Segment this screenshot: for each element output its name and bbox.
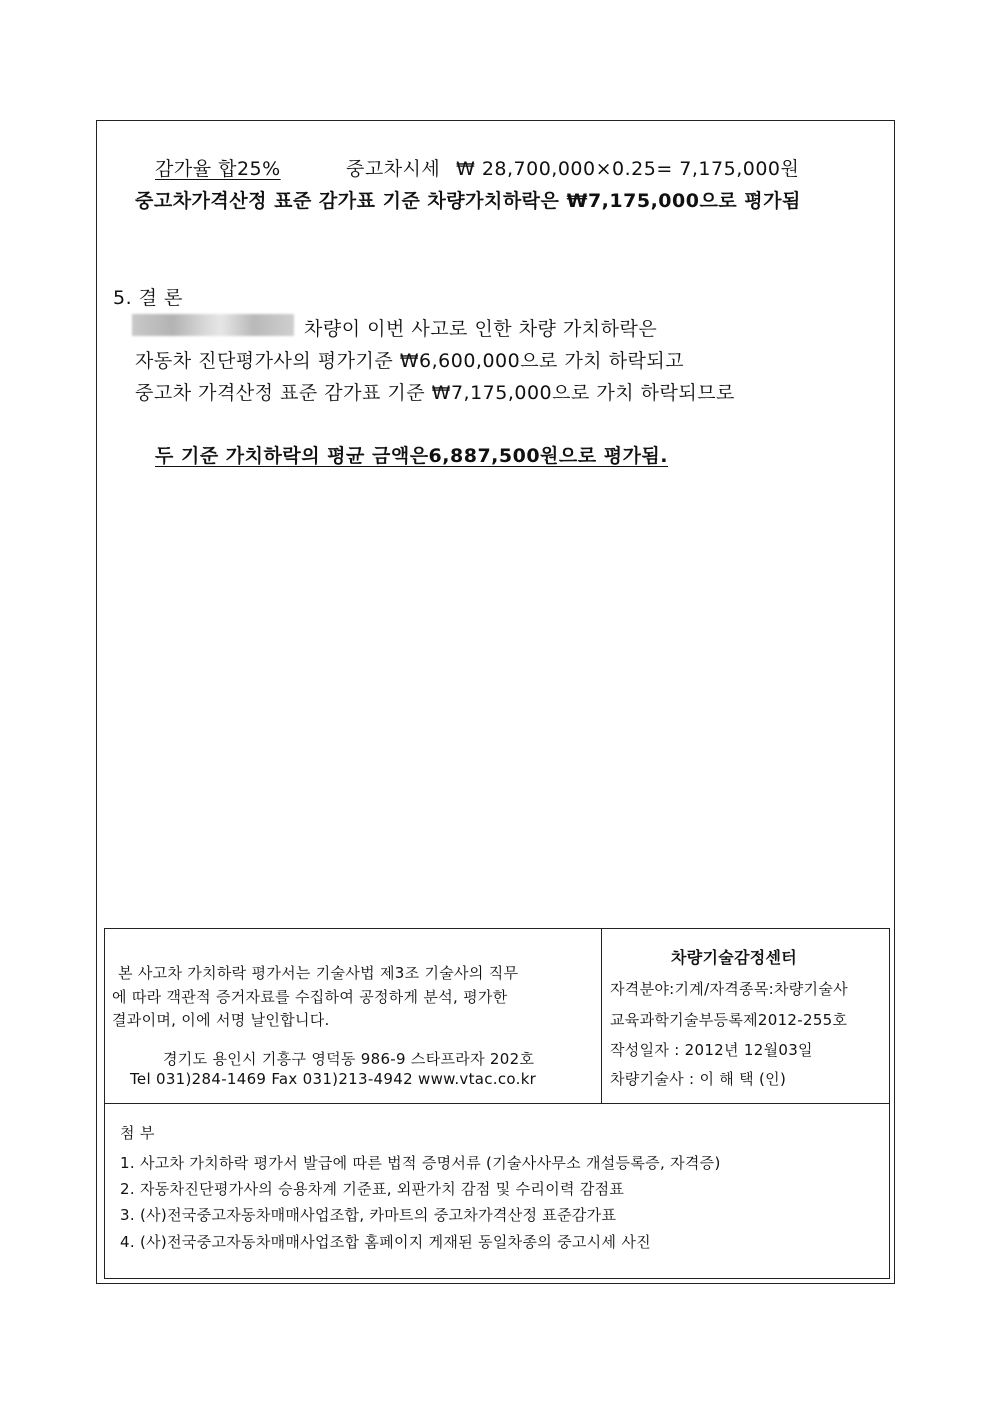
conclusion-line-2: 자동차 진단평가사의 평가기준 ₩6,600,000으로 가치 하락되고	[135, 350, 685, 372]
attachment-item: 3. (사)전국중고자동차매매사업조합, 카마트의 중고차가격산정 표준감가표	[120, 1206, 617, 1224]
depreciation-formula: ₩ 28,700,000×0.25= 7,175,000원	[456, 158, 800, 180]
office-contact: Tel 031)284-1469 Fax 031)213-4942 www.vtac.co.kr	[130, 1070, 537, 1088]
depreciation-rate: 감가율 합25%	[155, 158, 281, 180]
attachment-item: 2. 자동차진단평가사의 승용차계 기준표, 외판가치 감점 및 수리이력 감점표	[120, 1180, 625, 1198]
conclusion-heading: 5. 결 론	[113, 287, 183, 309]
conclusion-result: 두 기준 가치하락의 평균 금액은6,887,500원으로 평가됨.	[155, 445, 668, 467]
attachment-item: 4. (사)전국중고자동차매매사업조합 홈페이지 게재된 동일차종의 중고시세 사진	[120, 1233, 651, 1251]
office-address: 경기도 용인시 기흥구 영덕동 986-9 스타프라자 202호	[163, 1050, 535, 1068]
conclusion-line-3: 중고차 가격산정 표준 감가표 기준 ₩7,175,000으로 가치 하락되므로	[135, 382, 735, 404]
redacted-vehicle-name	[132, 314, 294, 336]
statement-line-1: 본 사고차 가치하락 평가서는 기술사법 제3조 기술사의 직무	[118, 964, 519, 982]
attachments-heading: 첨 부	[120, 1124, 155, 1142]
conclusion-line-1: 차량이 이번 사고로 인한 차량 가치하락은	[304, 318, 658, 340]
statement-divider	[601, 928, 602, 1104]
registration-number: 교육과학기술부등록제2012-255호	[610, 1011, 848, 1029]
attachment-item: 1. 사고차 가치하락 평가서 발급에 따른 법적 증명서류 (기술사사무소 개설등록증, 자격증)	[120, 1154, 721, 1172]
center-name: 차량기술감정센터	[671, 948, 798, 967]
issue-date: 작성일자 : 2012년 12월03일	[610, 1041, 813, 1059]
statement-line-2: 에 따라 객관적 증거자료를 수집하여 공정하게 분석, 평가한	[112, 988, 508, 1006]
statement-line-3: 결과이며, 이에 서명 날인합니다.	[112, 1011, 330, 1029]
engineer-signature: 차량기술사 : 이 해 택 (인)	[610, 1070, 787, 1088]
depreciation-summary: 중고차가격산정 표준 감가표 기준 차량가치하락은 ₩7,175,000으로 평가됨	[135, 190, 801, 212]
qualification-field: 자격분야:기계/자격종목:차량기술사	[610, 980, 848, 998]
used-car-price-label: 중고차시세	[346, 158, 441, 180]
